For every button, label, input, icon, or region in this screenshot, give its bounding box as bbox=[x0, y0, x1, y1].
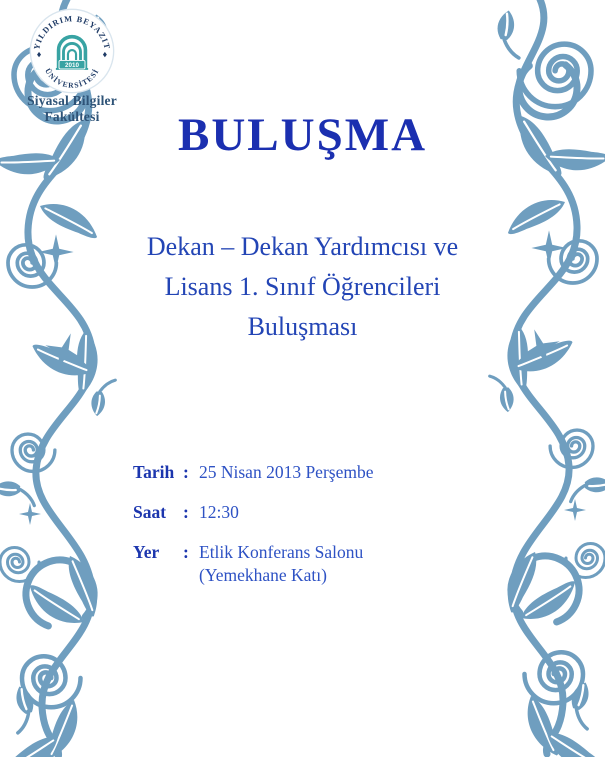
date-separator: : bbox=[183, 462, 189, 482]
place-value bbox=[199, 541, 374, 587]
date-label: Tarih bbox=[133, 462, 175, 482]
place-separator: : bbox=[183, 542, 189, 562]
seal-year-banner bbox=[59, 60, 85, 69]
detail-row-place bbox=[133, 541, 374, 587]
time-separator: : bbox=[183, 502, 189, 522]
event-subtitle bbox=[0, 227, 605, 347]
subtitle-line1: Dekan – Dekan Yardımcısı ve bbox=[146, 232, 459, 261]
subtitle-line3: Buluşması bbox=[247, 312, 358, 341]
time-value: 12:30 bbox=[199, 502, 239, 522]
place-label: Yer bbox=[133, 542, 160, 562]
seal-top-text: YILDIRIM BEYAZIT bbox=[32, 14, 112, 51]
place-value-line1: Etlik Konferans Salonu bbox=[199, 542, 364, 562]
date-value: 25 Nisan 2013 Perşembe bbox=[199, 462, 374, 482]
university-seal-logo bbox=[29, 8, 115, 94]
detail-row-date bbox=[133, 461, 374, 484]
faculty-name-line1: Siyasal Bilgiler bbox=[27, 93, 117, 108]
detail-row-time bbox=[133, 501, 374, 524]
event-details bbox=[133, 461, 374, 604]
place-value-line2: (Yemekhane Katı) bbox=[199, 565, 327, 585]
subtitle-line2: Lisans 1. Sınıf Öğrencileri bbox=[164, 272, 441, 301]
seal-bottom-text: ÜNİVERSİTESİ bbox=[43, 66, 101, 90]
page-title: BULUŞMA bbox=[177, 109, 428, 161]
seal-year: 2010 bbox=[65, 61, 79, 69]
faculty-name-line2: Fakültesi bbox=[44, 109, 100, 124]
time-label: Saat bbox=[133, 502, 167, 522]
